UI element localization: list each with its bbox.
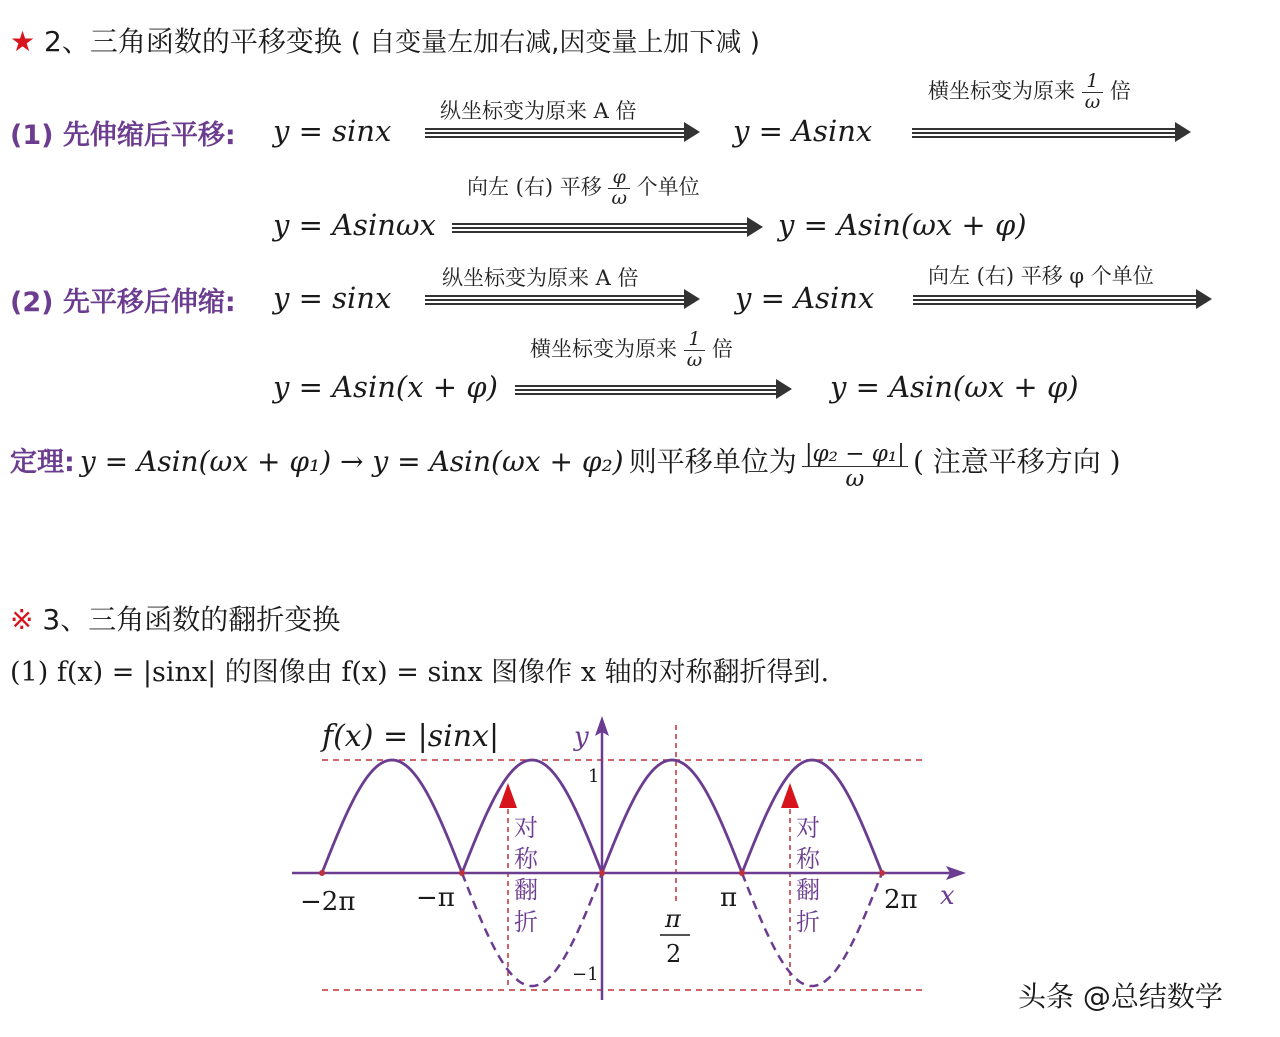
star-icon: ★ [10, 25, 36, 58]
method-1-arrow-2-label-post: 倍 [1109, 78, 1131, 103]
method-1-colon: : [224, 120, 236, 151]
xtick-neg-2pi: −2π [300, 887, 356, 917]
fraction-denominator: ω [611, 186, 627, 209]
fraction-numerator: 1 [1082, 72, 1104, 93]
flip-char: 折 [514, 908, 538, 936]
theorem-text: 则平移单位为 [628, 445, 797, 478]
method-1-arrow-3-label-post: 个单位 [636, 174, 700, 199]
y-axis-label: y [574, 722, 589, 752]
half-pi-denominator: 2 [666, 940, 682, 968]
flip-arrow-right-icon [781, 783, 799, 808]
method-2-arrow-3-label-pre: 横坐标变为原来 [530, 336, 677, 361]
flip-char: 折 [796, 908, 820, 936]
method-2-label-text: (2) 先平移后伸缩 [10, 287, 225, 318]
xtick-neg-pi: −π [416, 883, 455, 913]
theorem-note: ( 注意平移方向 ) [912, 445, 1121, 478]
method-1-arrow-1-label: 纵坐标变为原来 A 倍 [440, 99, 637, 123]
section-3-title: 3、三角函数的翻折变换 [42, 603, 341, 636]
fraction-denominator: ω [686, 348, 703, 371]
method-2-arrow-2-label: 向左 (右) 平移 φ 个单位 [928, 264, 1154, 288]
method-2-start: y = sinx [273, 281, 392, 315]
func-label: f(x) = |sinx| [322, 719, 500, 754]
reference-mark-icon: ※ [10, 603, 34, 636]
theorem-expression: y = Asin(ωx + φ₁) → y = Asin(ωx + φ₂) [79, 445, 624, 478]
item-1-text: (1) f(x) = |sinx| 的图像由 f(x) = sinx 图像作 x 轴的对称翻折得到. [10, 657, 830, 688]
flip-char: 翻 [796, 876, 820, 904]
point-neg-2pi [319, 870, 325, 876]
method-1-end: y = Asin(ωx + φ) [778, 208, 1027, 242]
point-pi [739, 870, 745, 876]
method-1-arrow-2-label-pre: 横坐标变为原来 [928, 78, 1075, 103]
flip-char: 称 [514, 845, 538, 873]
method-2-mid: y = Asinx [735, 281, 875, 315]
method-2-colon: : [224, 287, 236, 318]
watermark: 头条 @总结数学 [1018, 980, 1223, 1013]
fraction-numerator: |φ₂ − φ₁| [802, 442, 908, 467]
half-pi-numerator: π [665, 905, 681, 933]
xtick-2pi: 2π [884, 885, 918, 915]
method-1-line-2-start: y = Asinωx [273, 208, 436, 242]
xtick-pi: π [720, 883, 738, 913]
flip-char: 对 [514, 814, 538, 842]
method-2-line-2-start: y = Asin(x + φ) [273, 370, 498, 404]
method-2-end: y = Asin(ωx + φ) [830, 370, 1079, 404]
point-2pi [879, 870, 885, 876]
tick-neg1: −1 [572, 964, 599, 985]
fraction-numerator: 1 [684, 330, 706, 351]
x-axis-label: x [940, 881, 955, 911]
fraction-numerator: φ [608, 168, 630, 189]
method-1-arrow-3-label-pre: 向左 (右) 平移 [467, 174, 602, 199]
section-2-title: 2、三角函数的平移变换 [44, 25, 342, 58]
theorem-label: 定理 [10, 447, 64, 478]
flip-char: 称 [796, 845, 820, 873]
method-1-start: y = sinx [273, 114, 392, 148]
flip-text-right [796, 814, 821, 936]
flip-text-left [514, 814, 539, 936]
fraction-denominator: ω [845, 466, 865, 492]
method-2-arrow-3-label-post: 倍 [711, 336, 733, 361]
method-2-arrow-1-label: 纵坐标变为原来 A 倍 [442, 266, 639, 290]
method-1-label-text: (1) 先伸缩后平移 [10, 120, 225, 151]
point-origin [599, 870, 605, 876]
method-1-mid: y = Asinx [733, 114, 873, 148]
flip-char: 对 [796, 814, 820, 842]
flip-char: 翻 [514, 876, 538, 904]
point-neg-pi [459, 870, 465, 876]
theorem-colon: : [64, 447, 75, 478]
fraction-denominator: ω [1084, 90, 1101, 113]
section-2-note: ( 自变量左加右减,因变量上加下减 ) [350, 28, 760, 58]
tick-1: 1 [588, 766, 600, 787]
